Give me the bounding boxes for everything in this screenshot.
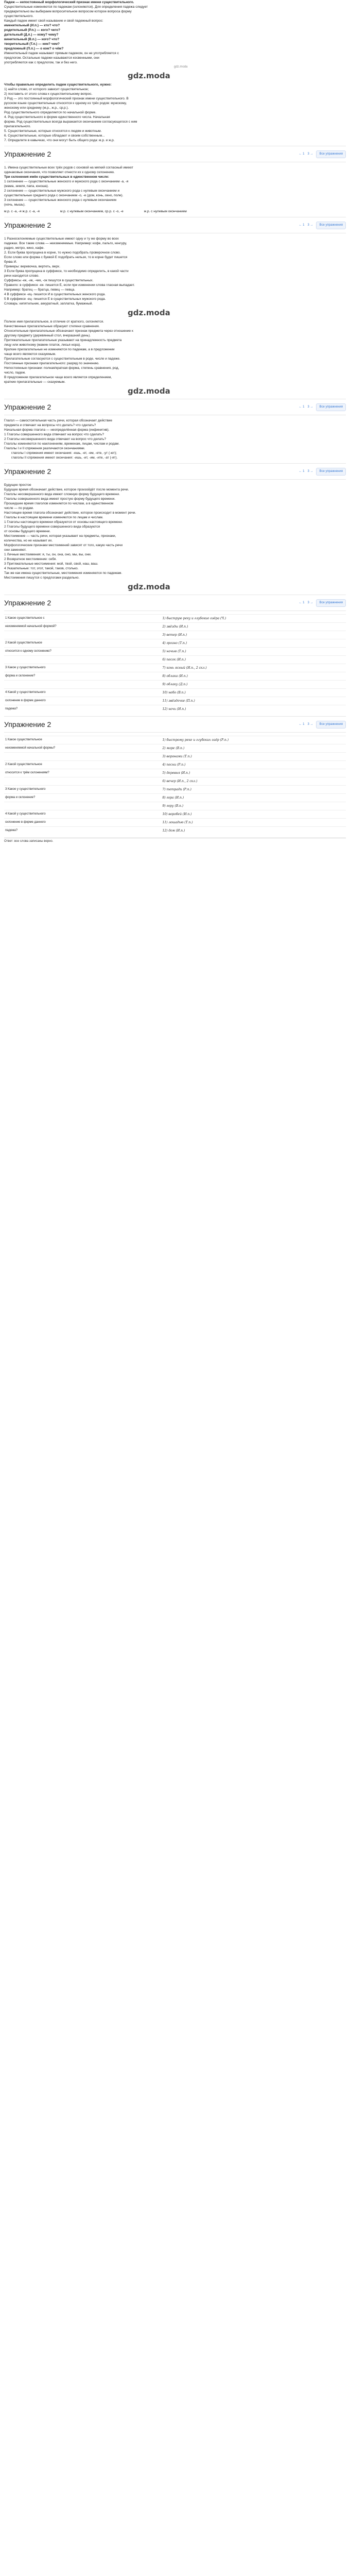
theory-mid — [4, 319, 346, 384]
text-line: 1 Разносклоняемые существительные имеют одну и ту же форму во всех — [4, 237, 119, 241]
text-line: Относительные прилагательные обозначают признак предмета через отношение к — [4, 329, 133, 333]
prev-button[interactable]: ← 1 — [299, 722, 305, 726]
text-line: 1 Глаголы настоящего времени образуются от основы настоящего времени. — [4, 520, 123, 524]
exercise-body — [4, 418, 346, 460]
text-line: от основы будущего времени. — [4, 530, 51, 533]
text-line: число, падеж. — [4, 371, 26, 375]
text-line: предложный (П.п.) — о ком? о чём? — [4, 47, 64, 50]
prev-button[interactable]: ← 1 — [299, 405, 305, 409]
text-line: Словарь: кипятильник, аккуратный, заплатка, бумажный. — [4, 302, 93, 306]
question-cell: 4 Какой у существительного — [4, 810, 161, 819]
answer-cell: 2) звёзды (И.п.) — [161, 623, 346, 631]
watermark: gdz.moda — [128, 308, 170, 317]
declension-column: ж.р. с нулевым окончанием — [144, 210, 187, 213]
next-button[interactable]: 3 → — [307, 405, 313, 409]
text-line: 2 Глаголы несовершенного вида отвечают на вопрос что делать? — [4, 437, 106, 441]
exercise-body — [4, 483, 346, 580]
table-row — [4, 802, 346, 810]
all-exercises-button[interactable]: Все упражнения — [316, 222, 346, 229]
text-line: Местоимения пишутся с предлогами раздельно. — [4, 576, 80, 580]
question-cell: относится к одному склонению? — [4, 648, 161, 656]
text-line: чаще всего являются сказуемым. — [4, 352, 56, 356]
text-line: (мама, земля, папа, юноша). — [4, 184, 49, 188]
text-line: 1. Имена существительные всех трёх родов с основой на мягкий согласный имеют — [4, 166, 133, 170]
declension-column: м.р. с нулевым окончанием, ср.р. с -о, -е — [60, 210, 124, 213]
text-line: употребляются как с предлогом, так и без него. — [4, 61, 78, 64]
text-line: родительный (Р.п.) — кого? чего? — [4, 28, 60, 32]
watermark: gdz.moda — [128, 386, 170, 396]
text-line: краткие прилагательные — сказуемым. — [4, 380, 66, 384]
exercise-title: Упражнение 2 — [4, 467, 51, 476]
table-row — [4, 639, 346, 648]
text-line: Падеж — непостоянный морфологический признак имени существительного. — [4, 1, 134, 4]
text-line: Три склонения имён существительных в единственном числе: — [4, 175, 109, 179]
table-row — [4, 819, 346, 827]
text-line: числе — по родам. — [4, 506, 34, 510]
next-button[interactable]: 3 → — [307, 601, 313, 604]
answer-cell: 5) ночью (Т.п.) — [161, 648, 346, 656]
question-cell: неизменяемой начальной формы? — [4, 744, 161, 753]
text-line: женскому или среднему (м.р., ж.р., ср.р.). — [4, 106, 69, 110]
answer-cell: 12) дом (И.п.) — [161, 827, 346, 835]
watermark: gdz.moda — [174, 65, 188, 69]
text-line: 3 Род — это постоянный морфологический признак имени существительного. В — [4, 97, 129, 100]
table-row — [4, 672, 346, 681]
text-line: Глагол — самостоятельная часть речи, которая обозначает действие — [4, 419, 113, 422]
text-line: радио, метро, кино, кафе. — [4, 246, 45, 250]
all-exercises-button[interactable]: Все упражнения — [316, 721, 346, 728]
table-row — [4, 736, 346, 744]
text-line: 2 Глаголы будущего времени совершенного вида образуются — [4, 525, 100, 529]
text-line: Глаголы I и II спряжения различаются окончаниями. — [4, 447, 85, 450]
text-line: Непостоянные признаки: полная/краткая форма, степень сравнения, род, — [4, 366, 119, 370]
text-line: 6. Существительные, которые обладают и своим собственным... — [4, 134, 105, 138]
text-line: количества, но не называет их. — [4, 539, 53, 543]
exercise-nav — [299, 468, 346, 476]
answer-cell: 6) вечер (И.п., 2 скл.) — [161, 777, 346, 786]
table-row — [4, 631, 346, 639]
text-line: другому предмету (деревянный стол, вчерашний день). — [4, 334, 91, 337]
question-cell — [4, 802, 161, 810]
answer-cell: 4) грозно (Т.п.) — [161, 639, 346, 648]
text-line: Настоящее время глагола обозначает действие, которое происходит в момент речи. — [4, 511, 136, 515]
table-row — [4, 697, 346, 705]
text-line: 2) поставить от этого слова к существительному вопрос. — [4, 92, 93, 96]
exercise-title: Упражнение 2 — [4, 599, 51, 607]
table-row — [4, 705, 346, 714]
text-line: они заменяют. — [4, 548, 27, 552]
text-line: именительный (И.п.) — кто? что? — [4, 24, 60, 27]
text-line: В предложении прилагательное чаще всего является определением, — [4, 376, 112, 379]
question-cell: 1 Какое существительное — [4, 736, 161, 744]
exercise-title: Упражнение 2 — [4, 221, 51, 229]
text-line: 5. Существительные, которые относятся к людям и животным. — [4, 129, 102, 133]
text-line: 1 Глаголы совершенного вида отвечают на вопрос что сделать? — [4, 433, 104, 436]
table-row — [4, 656, 346, 664]
table-row — [4, 689, 346, 697]
text-line: Прилагательные согласуются с существительным в роде, числе и падеже. — [4, 357, 120, 361]
question-cell: форма и склонение? — [4, 794, 161, 802]
text-line: 3 Притяжательные местоимения: мой, твой, свой, наш, ваш. — [4, 562, 98, 566]
exercise-title: Упражнение 2 — [4, 403, 51, 411]
text-line: Род существительного определяется по начальной форме. — [4, 111, 97, 114]
question-cell — [4, 753, 161, 761]
question-cell: 2 Какой существительное — [4, 639, 161, 648]
table-row — [4, 761, 346, 769]
exercise-nav — [299, 599, 346, 607]
question-cell: 3 Какое у существительного — [4, 786, 161, 794]
table-row — [4, 744, 346, 753]
text-line: 7. Определите в кавычках, что они могут быть общего рода: м.р. и ж.р. — [4, 139, 115, 142]
text-line: (ночь, мышь). — [4, 203, 26, 207]
text-line: прилагательного. — [4, 125, 31, 128]
text-line: Качественные прилагательные образуют степени сравнения. — [4, 325, 100, 328]
question-cell — [4, 656, 161, 664]
text-line: творительный (Т.п.) — кем? чем? — [4, 42, 60, 46]
exercise-header — [4, 217, 346, 233]
table-row — [4, 615, 346, 623]
answer-cell: 6) песок (И.п.) — [161, 656, 346, 664]
question-cell: относится к трём склонениям? — [4, 769, 161, 777]
answer-cell: 8) облака (И.п.) — [161, 672, 346, 681]
answer-cell: 9) гору (В.п.) — [161, 802, 346, 810]
answer-cell: 10) небо (В.п.) — [161, 689, 346, 697]
table-row — [4, 827, 346, 835]
text-line: 4 В суффиксе -иц- пишется И в существительных женского рода. — [4, 293, 106, 296]
answer-cell: 1) быструю реку и глубокие озёра (Ч.) — [161, 615, 346, 623]
answer-cell: 3) ветер (И.п.) — [161, 631, 346, 639]
text-line: Суффиксы -ек, -ик, -чик, -ок пишутся в существительных. — [4, 279, 94, 282]
table-row — [4, 794, 346, 802]
all-exercises-button[interactable]: Все упражнения — [316, 468, 346, 476]
theory-top — [4, 0, 346, 69]
question-cell: склонение в форме данного — [4, 697, 161, 705]
next-button[interactable]: 3 → — [307, 223, 313, 227]
question-cell: падежа? — [4, 827, 161, 835]
rules-heading: Чтобы правильно определить падеж существительного, нужно: — [4, 83, 112, 87]
text-line: Постоянные признаки прилагательного: разряд по значению. — [4, 362, 99, 365]
text-line: существительного. — [4, 14, 34, 18]
question-cell: 1 Какое существительное с — [4, 615, 161, 623]
table-row — [4, 681, 346, 689]
rules-block — [4, 82, 346, 143]
prev-button[interactable]: ← 1 — [299, 469, 305, 473]
text-line: Будущее время обозначает действие, которое произойдёт после момента речи. — [4, 488, 129, 492]
text-line: Начальная форма глагола — неопределённая форма (инфинитив). — [4, 428, 110, 432]
table-row — [4, 810, 346, 819]
question-cell — [4, 631, 161, 639]
declension-columns — [4, 209, 346, 214]
text-line: 3 склонение — существительные женского рода с нулевым окончанием — [4, 198, 116, 202]
answer-cell: 4) песни (Р.п.) — [161, 761, 346, 769]
all-exercises-button[interactable]: Все упражнения — [316, 403, 346, 411]
exercise-title: Упражнение 2 — [4, 150, 51, 158]
exercise-nav — [299, 150, 346, 158]
next-button[interactable]: 3 → — [307, 152, 313, 156]
text-line: 4 Указательные: тот, этот, такой, таков, столько. — [4, 567, 79, 570]
text-line: одинаковые окончания, что позволяет отнести их к одному склонению. — [4, 171, 115, 174]
answer-cell: 8) гора (И.п.) — [161, 794, 346, 802]
answer-footer: Ответ: все слова записаны верно. — [4, 838, 346, 844]
question-cell — [4, 777, 161, 786]
table-row — [4, 648, 346, 656]
text-line: Глаголы изменяются по наклонениям, временам, лицам, числам и родам. — [4, 442, 120, 446]
table-row — [4, 769, 346, 777]
answer-cell: 5) деревня (И.п.) — [161, 769, 346, 777]
watermark: gdz.moda — [128, 582, 170, 591]
answer-cell: 11) лошадью (Т.п.) — [161, 819, 346, 827]
text-line: Примеры: веревочка, вертеть, верх. — [4, 265, 60, 268]
text-line: буква И. — [4, 260, 17, 264]
text-line: Так же как имена существительные, местоимения изменяются по падежам. — [4, 571, 122, 575]
table-row — [4, 664, 346, 672]
answer-cell: 7) конь ясный (И.п., 2 скл.) — [161, 664, 346, 672]
text-line: Глаголы в настоящем времени изменяются по лицам и числам. — [4, 516, 103, 519]
exercise-body — [4, 165, 346, 214]
text-line: предлогом. Остальные падежи называются косвенными, они — [4, 56, 99, 60]
text-line: Морфологические признаки местоимений зависят от того, какую часть речи — [4, 544, 122, 547]
text-line: 1) найти слово, от которого зависит существительное; — [4, 88, 89, 91]
table-row — [4, 753, 346, 761]
answer-cell: 7) тетради (Р.п.) — [161, 786, 346, 794]
bullet-item: глаголы II спряжения имеют окончания: -ишь, -ит, -им, -ите, -ат (-ят). — [11, 456, 118, 460]
text-line: русском языке существительные относятся к одному из трёх родов: мужскому, — [4, 101, 127, 105]
text-line: предварительно вы выбираем вопросительное вопросом которое вопроса форму — [4, 10, 132, 13]
text-line: Каждый падеж имеет свой называние и свой падежный вопрос: — [4, 19, 103, 23]
answer-table — [4, 736, 346, 835]
text-line: 2. Если буква пропущена в корне, то нужно подобрать проверочное слово. — [4, 251, 121, 255]
question-cell: 2 Какой существительное — [4, 761, 161, 769]
text-line: Полное имя прилагательное, в отличие от краткого, склоняется. — [4, 320, 104, 324]
question-cell: 3 Какое у существительного — [4, 664, 161, 672]
exercise-header — [4, 716, 346, 733]
text-line: дательный (Д.п.) — кому? чему? — [4, 33, 59, 37]
text-line: Будущее простое — [4, 483, 31, 487]
answer-cell: 1) быстрому реке и глубоких озёр (Р.п.) — [161, 736, 346, 744]
question-cell: 4 Какой у существительного — [4, 689, 161, 697]
exercise-title: Упражнение 2 — [4, 720, 51, 728]
text-line: 3 Если буква пропущена в суффиксе, то необходимо определить, в какой части — [4, 269, 129, 273]
answer-table-body — [4, 615, 346, 714]
answer-table — [4, 614, 346, 713]
question-cell: неизменяемой начальной формой? — [4, 623, 161, 631]
text-line: предмета и отвечает на вопросы что делать? что сделать? — [4, 423, 96, 427]
text-line: Краткие прилагательные не изменяются по падежам, а в предложении — [4, 348, 115, 351]
answer-cell: 2) море (В.п.) — [161, 744, 346, 753]
table-row — [4, 777, 346, 786]
text-line: винительный (В.п.) — кого? что? — [4, 38, 60, 41]
text-line: 5 В суффиксе -ец- пишется Е в существительных мужского рода. — [4, 297, 106, 301]
prev-button[interactable]: ← 1 — [299, 152, 305, 156]
text-line: лицу или животному (мамин платок, лисья нора). — [4, 343, 81, 347]
text-line: Местоимение — часть речи, которая указывает на предметы, признаки, — [4, 534, 116, 538]
all-exercises-button[interactable]: Все упражнения — [316, 599, 346, 607]
question-cell: склонение в форме данного — [4, 819, 161, 827]
exercise-nav — [299, 721, 346, 728]
watermark: gdz.moda — [128, 71, 170, 80]
text-line: Глаголы несовершенного вида имеют сложную форму будущего времени. — [4, 493, 120, 496]
text-line: падежах. Все такие слова — неизменяемые. Например: кофе, пальто, кенгуру, — [4, 242, 127, 245]
declension-column: м.р. с -а, -я ж.р. с -а, -я — [4, 210, 40, 213]
text-line: речи находится слово. — [4, 274, 40, 278]
exercise-nav — [299, 403, 346, 411]
text-line: 4. Род существительного в форме единственного числа. Начальная — [4, 115, 110, 119]
question-cell: форма и склонение? — [4, 672, 161, 681]
table-row — [4, 623, 346, 631]
question-cell — [4, 681, 161, 689]
text-line: Например: братец — братца, певец — певца. — [4, 288, 75, 292]
text-line: 2 Возвратное местоимение: себя. — [4, 557, 57, 561]
answer-table-body — [4, 736, 346, 835]
exercise-body — [4, 236, 346, 306]
prev-button[interactable]: ← 1 — [299, 601, 305, 604]
text-line: Если слово или форма с буквой Е подобрать нельзя, то в корне будет пишется — [4, 256, 128, 259]
text-line: Прошедшее время глаголов изменяется по числам, а в единственном — [4, 502, 114, 505]
all-exercises-button[interactable]: Все упражнения — [316, 150, 346, 158]
exercise-header — [4, 146, 346, 162]
answer-cell: 11) звёздочке (П.п.) — [161, 697, 346, 705]
exercise-nav — [299, 222, 346, 229]
prev-button[interactable]: ← 1 — [299, 223, 305, 227]
page — [0, 0, 350, 844]
answer-cell: 3) воронами (Т.п.) — [161, 753, 346, 761]
answer-cell: 12) ночь (И.п.) — [161, 705, 346, 714]
text-line: Именительный падеж называют прямым падежом, он не употребляется с — [4, 52, 119, 55]
question-cell: падежа? — [4, 705, 161, 714]
text-line: форма. Род существительных всегда выражается окончанием согласующегося с ним — [4, 120, 137, 124]
text-line: Существительные изменяются по падежам (склоняются). Для определения падежа следует — [4, 5, 148, 9]
text-line: Притяжательные прилагательные указывают на принадлежность предмета — [4, 338, 122, 342]
exercise-header — [4, 463, 346, 480]
bullet-item: глаголы I спряжения имеют окончания: -ешь, -ет, -ем, -ете, -ут (-ют); — [11, 451, 117, 455]
exercise-header — [4, 399, 346, 415]
text-line: 1 Личные местоимения: я, ты, он, она, оно, мы, вы, они. — [4, 553, 92, 556]
answer-cell: 9) облаку (Д.п.) — [161, 681, 346, 689]
text-line: Правило: в суффиксе -ек- пишется Е, если при изменении слова гласная выпадает. — [4, 283, 135, 287]
text-line: 1 склонение — существительные женского и мужского рода с окончанием -а, -я — [4, 180, 129, 183]
text-line: существительные среднего рода с окончанием -о, -е (дом, конь, окно, поле). — [4, 194, 124, 197]
next-button[interactable]: 3 → — [307, 722, 313, 726]
exercise-header — [4, 595, 346, 611]
next-button[interactable]: 3 → — [307, 469, 313, 473]
text-line: 2 склонение — существительные мужского рода с нулевым окончанием и — [4, 189, 120, 193]
text-line: Глаголы совершенного вида имеют простую форму будущего времени. — [4, 497, 116, 501]
table-row — [4, 786, 346, 794]
answer-cell: 10) воробей (И.п.) — [161, 810, 346, 819]
